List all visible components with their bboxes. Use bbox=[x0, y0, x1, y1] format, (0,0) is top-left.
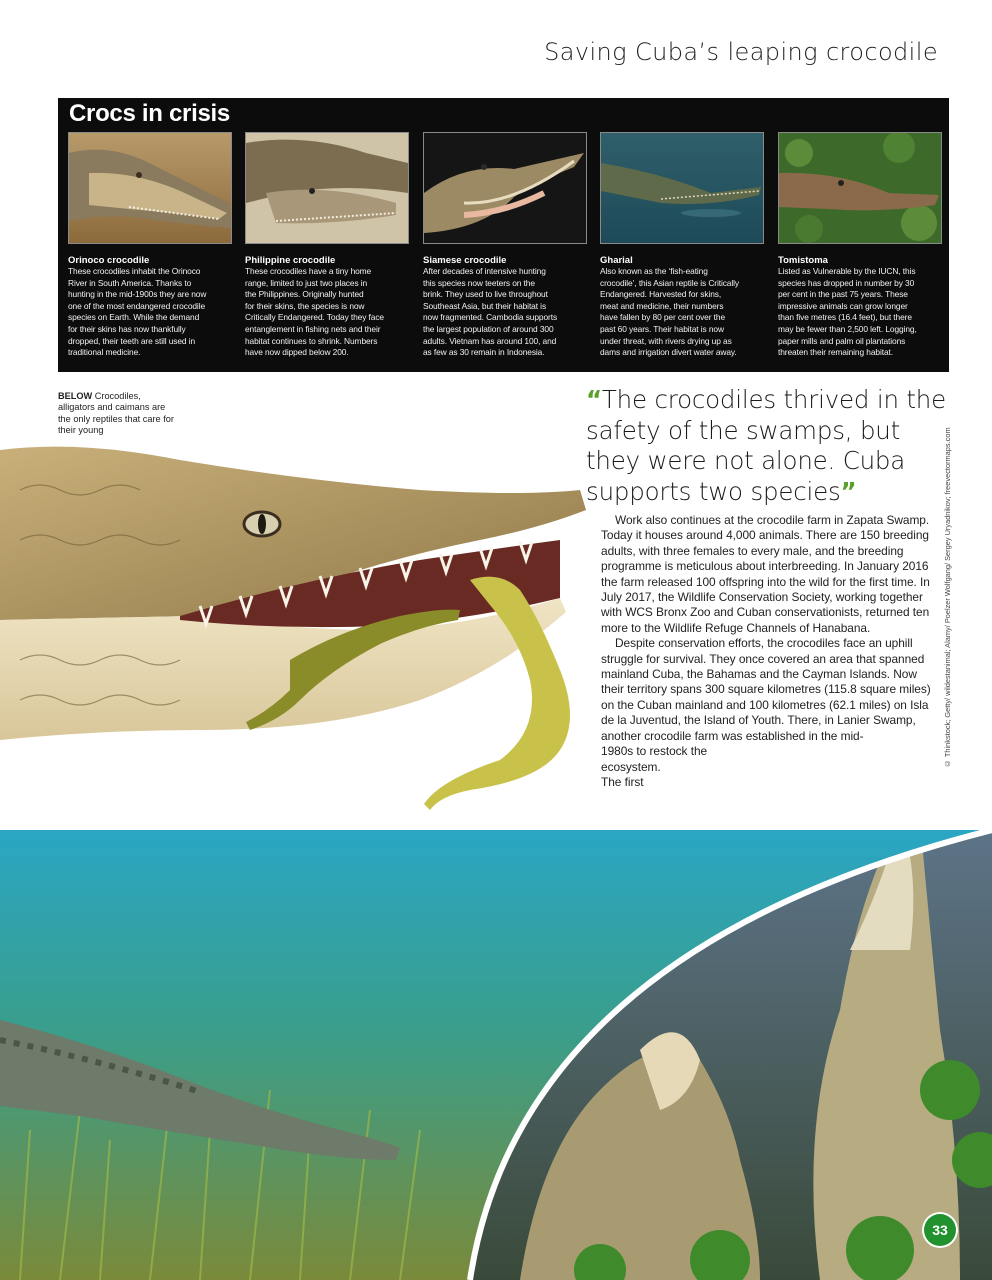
body-paragraph-2-main: Despite conservation efforts, the crocodiles face an uphill struggle for survival. They once covered an area that spanned mainland Cuba, the Bahamas and the Cayman Islands. Now their territory spans 300 square kilometres (115.8 square miles) on the Cuban mainland and 100 kilometres (62.1 miles) on Isla de la Juventud, the Island of Youth. There, in Lanier Swamp, another crocodile farm was established in the mid- bbox=[601, 636, 931, 743]
species-gharial bbox=[600, 132, 764, 368]
body-paragraph-2 bbox=[601, 636, 943, 790]
body-wrap-line: ecosystem. bbox=[601, 759, 661, 774]
orinoco-photo bbox=[68, 132, 232, 244]
caption-label: BELOW bbox=[58, 391, 93, 401]
species-name: Philippine crocodile bbox=[245, 255, 336, 266]
close-quote-mark: ” bbox=[840, 476, 857, 506]
caption-text: Crocodiles, alligators and caimans are the only reptiles that care for their young bbox=[58, 391, 174, 435]
species-philippine bbox=[245, 132, 409, 368]
tomistoma-photo bbox=[778, 132, 942, 244]
crocs-in-crisis-panel bbox=[58, 98, 949, 372]
open-quote-mark: “ bbox=[586, 385, 602, 414]
species-description: These crocodiles have a tiny home range, limited to just two places in the Philippines. Originally hunted for their skins, the species is now Critically Endangered. Today they face entanglement in fishing nets and their habitat continues to shrink. Numbers have now dipped below 200. bbox=[245, 266, 384, 358]
species-description: Also known as the ‘fish-eating crocodile’, this Asian reptile is Critically Endangered. Harvested for skins, meat and medicine, their numbers have fallen by 80 per cent over the past 60 years. Their habitat is now under threat, with rivers drying up as dams and irrigation divert water away. bbox=[600, 266, 739, 358]
body-wrap-line: The first bbox=[601, 774, 644, 789]
bottom-photo-spread bbox=[0, 830, 992, 1280]
species-name: Siamese crocodile bbox=[423, 255, 507, 266]
philippine-photo bbox=[245, 132, 409, 244]
species-tomistoma bbox=[778, 132, 942, 368]
species-orinoco bbox=[68, 132, 232, 368]
gharial-photo bbox=[600, 132, 764, 244]
species-description: These crocodiles inhabit the Orinoco River in South America. Thanks to hunting in the mid-1900s they are now one of the most endangered crocodile species on Earth. While the demand for their skins has now thankfully dropped, their teeth are still used in traditional medicine. bbox=[68, 266, 207, 358]
siamese-photo bbox=[423, 132, 587, 244]
species-name: Orinoco crocodile bbox=[68, 255, 150, 266]
crocodile-illustration bbox=[0, 430, 600, 830]
running-head: Saving Cuba’s leaping crocodile bbox=[544, 38, 938, 66]
article-body bbox=[601, 513, 943, 790]
species-description: After decades of intensive hunting this species now teeters on the brink. They used to live throughout Southeast Asia, but their habitat is now fragmented. Cambodia supports the largest population of around 300 adults. Vietnam has around 100, and as few as 30 remain in Indonesia. bbox=[423, 266, 558, 358]
species-description: Listed as Vulnerable by the IUCN, this species has dropped in number by 30 per cent in the past 75 years. These impressive animals can grow longer than five metres (16.4 feet), but there may be fewer than 2,500 left. Logging, paper mills and palm oil plantations threaten their remaining habitat. bbox=[778, 266, 917, 358]
body-paragraph-1: Work also continues at the crocodile farm in Zapata Swamp. Today it houses around 4,000 animals. There are 150 breeding adults, with three females to every male, and the breeding programme is meticulous about interbreeding. In January 2016 the farm released 100 offspring into the wild for the first time. In July 2017, the Wildlife Conservation Society, working together with WCS Bronx Zoo and Cuban conservationists, returned ten more to the Wildlife Refuge Channels of Hanabana. bbox=[601, 513, 930, 635]
species-name: Tomistoma bbox=[778, 255, 828, 266]
species-siamese bbox=[423, 132, 587, 368]
photo-credit: © Thinkstock; Getty/ wildestanimal; Alamy/ Poelzer Wolfgang/ Sergey Uryadnikov; freevectormaps.com bbox=[943, 427, 952, 768]
panel-title: Crocs in crisis bbox=[69, 100, 230, 127]
species-name: Gharial bbox=[600, 255, 633, 266]
pull-quote bbox=[586, 385, 956, 507]
page-number-badge: 33 bbox=[924, 1214, 956, 1246]
pull-quote-text: The crocodiles thrived in the safety of the swamps, but they were not alone. Cuba supports two species bbox=[586, 385, 946, 506]
body-wrap-line: 1980s to restock the bbox=[601, 744, 708, 759]
